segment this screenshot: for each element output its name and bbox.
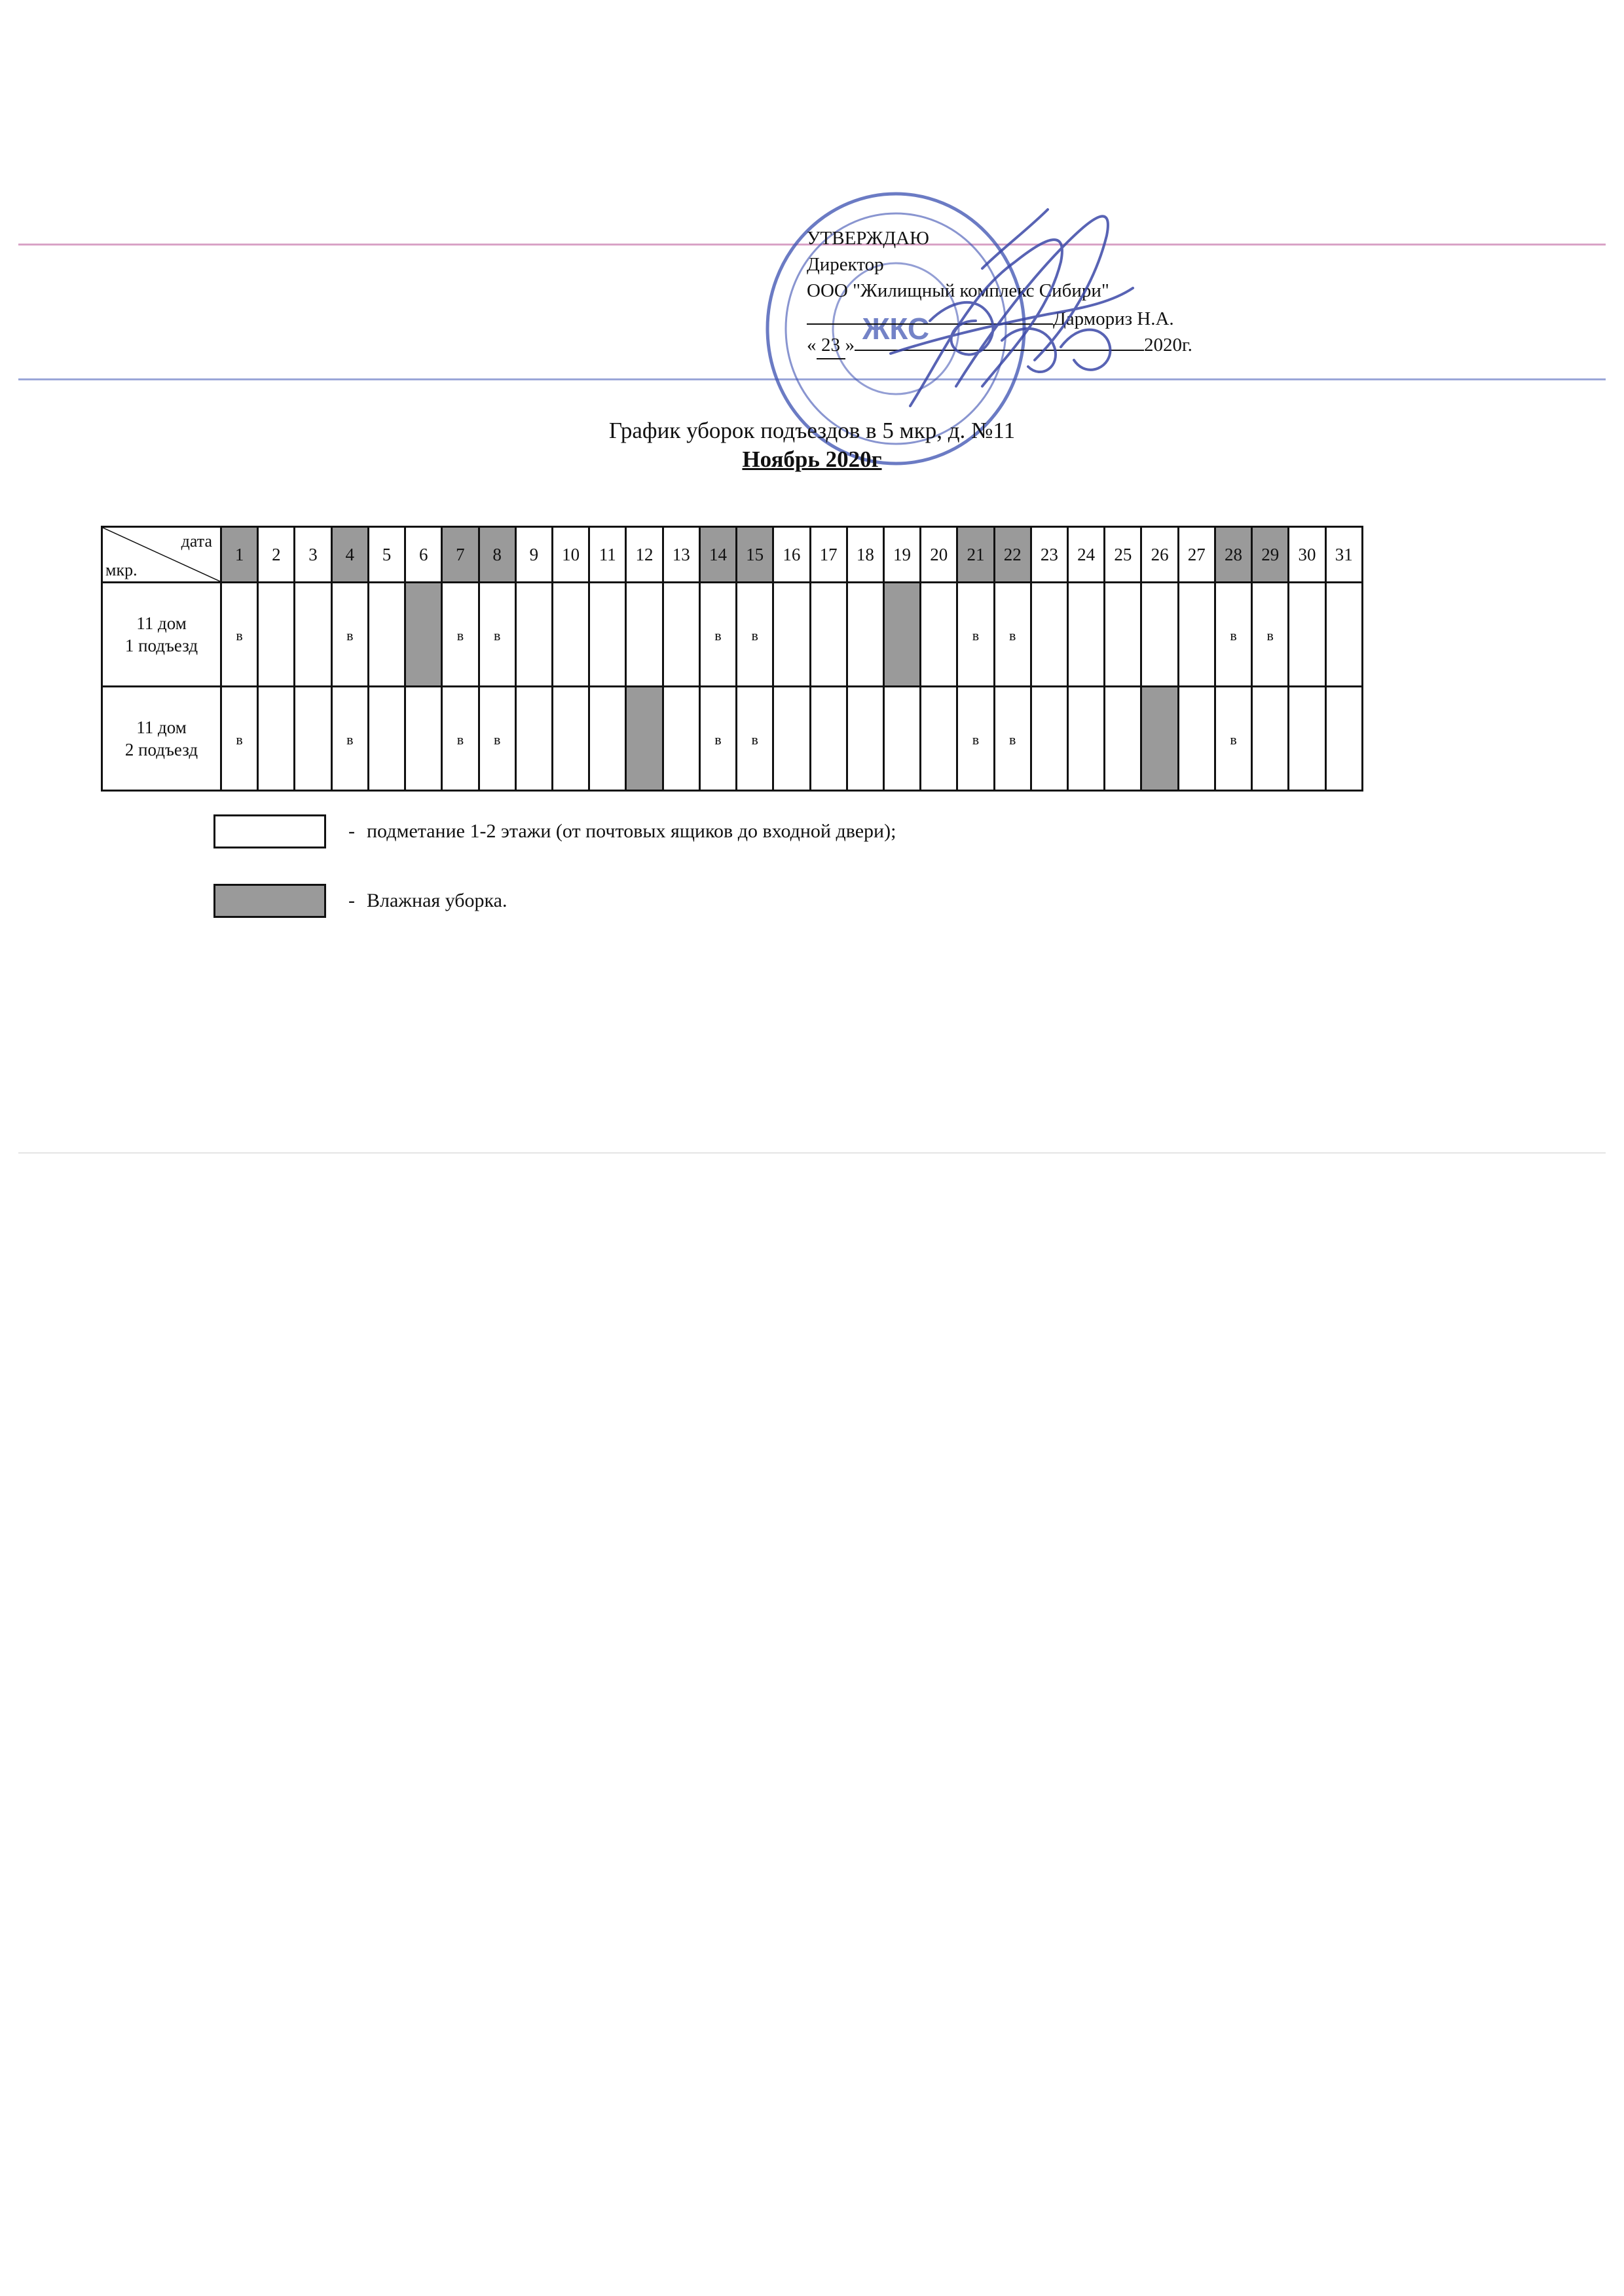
sweep-cell	[663, 687, 699, 791]
day-off-mark: в	[493, 731, 501, 748]
sweep-cell	[1141, 583, 1178, 687]
day-header-10: 10	[552, 527, 589, 583]
row-label-house: 11 дом	[136, 613, 187, 633]
legend-text-wet: Влажная уборка.	[367, 890, 507, 911]
day-header-1: 1	[221, 527, 258, 583]
day-off-mark: в	[972, 627, 980, 644]
handwritten-signature	[851, 190, 1153, 439]
day-header-3: 3	[295, 527, 331, 583]
sweep-cell	[258, 583, 295, 687]
day-off-cell	[1252, 583, 1289, 687]
sweep-cell	[1289, 687, 1325, 791]
approval-year: 2020г.	[1144, 335, 1192, 355]
sweep-cell	[921, 583, 957, 687]
scan-line-grey	[18, 1152, 1606, 1154]
approval-day: 23	[817, 332, 845, 359]
sweep-cell	[1068, 687, 1105, 791]
sweep-cell	[295, 687, 331, 791]
day-header-30: 30	[1289, 527, 1325, 583]
day-off-mark: в	[493, 627, 501, 644]
date-quote-open: «	[807, 335, 817, 355]
sweep-cell	[1289, 583, 1325, 687]
sweep-cell	[847, 687, 883, 791]
day-header-24: 24	[1068, 527, 1105, 583]
sweep-cell	[1031, 583, 1067, 687]
day-off-cell	[442, 583, 479, 687]
day-header-5: 5	[368, 527, 405, 583]
day-header-28: 28	[1215, 527, 1251, 583]
day-off-mark: в	[1009, 731, 1016, 748]
day-off-mark: в	[1230, 627, 1237, 644]
legend-dash: -	[348, 890, 355, 911]
sweep-cell	[1031, 687, 1067, 791]
sweep-cell	[810, 687, 847, 791]
day-header-19: 19	[883, 527, 920, 583]
legend-swatch-grey	[213, 884, 326, 918]
day-off-mark: в	[751, 731, 758, 748]
day-off-mark: в	[1009, 627, 1016, 644]
day-header-2: 2	[258, 527, 295, 583]
day-header-21: 21	[957, 527, 994, 583]
day-off-cell	[221, 583, 258, 687]
sweep-cell	[552, 687, 589, 791]
day-off-cell	[994, 687, 1031, 791]
day-header-25: 25	[1105, 527, 1141, 583]
legend-item-sweep	[213, 814, 896, 848]
legend-swatch-white	[213, 814, 326, 848]
row-label-entrance: 1 подъезд	[124, 636, 198, 655]
approval-heading: УТВЕРЖДАЮ	[807, 228, 929, 249]
day-header-11: 11	[589, 527, 626, 583]
row-label-entrance: 2 подъезд	[124, 740, 198, 759]
sweep-cell	[1252, 687, 1289, 791]
approval-position: Директор	[807, 254, 884, 275]
day-off-cell	[331, 687, 368, 791]
day-header-22: 22	[994, 527, 1031, 583]
sweep-cell	[1325, 687, 1362, 791]
wet-cleaning-cell	[1141, 687, 1178, 791]
corner-date-label: дата	[181, 532, 212, 551]
day-header-6: 6	[405, 527, 442, 583]
corner-district-label: мкр.	[105, 560, 138, 579]
document-title	[0, 416, 1624, 474]
sweep-cell	[515, 687, 552, 791]
day-off-cell	[994, 583, 1031, 687]
day-off-mark: в	[972, 731, 980, 748]
sweep-cell	[921, 687, 957, 791]
day-off-mark: в	[751, 627, 758, 644]
wet-cleaning-cell	[405, 583, 442, 687]
sweep-cell	[368, 583, 405, 687]
day-off-cell	[699, 583, 736, 687]
day-off-cell	[221, 687, 258, 791]
sweep-cell	[773, 687, 810, 791]
day-header-4: 4	[331, 527, 368, 583]
cleaning-schedule-table	[101, 526, 1363, 792]
approval-company: ООО "Жилищный комплекс Сибири"	[807, 280, 1109, 301]
wet-cleaning-cell	[626, 687, 663, 791]
day-off-mark: в	[346, 627, 354, 644]
sweep-cell	[368, 687, 405, 791]
sweep-cell	[258, 687, 295, 791]
day-off-cell	[957, 687, 994, 791]
day-header-14: 14	[699, 527, 736, 583]
sweep-cell	[1178, 583, 1215, 687]
day-header-15: 15	[737, 527, 773, 583]
sweep-cell	[1178, 687, 1215, 791]
sweep-cell	[810, 583, 847, 687]
day-header-16: 16	[773, 527, 810, 583]
sweep-cell	[552, 583, 589, 687]
date-quote-close: »	[845, 335, 855, 355]
day-header-29: 29	[1252, 527, 1289, 583]
day-off-cell	[331, 583, 368, 687]
sweep-cell	[1325, 583, 1362, 687]
table-row	[102, 583, 1363, 687]
day-off-cell	[1215, 687, 1251, 791]
day-off-cell	[957, 583, 994, 687]
legend-item-wet	[213, 884, 507, 918]
header-row	[102, 527, 1363, 583]
stamp-center-text: ЖКС	[862, 312, 930, 346]
sweep-cell	[1105, 583, 1141, 687]
day-off-cell	[442, 687, 479, 791]
day-off-mark: в	[1266, 627, 1274, 644]
day-header-18: 18	[847, 527, 883, 583]
day-off-mark: в	[714, 627, 722, 644]
day-header-8: 8	[479, 527, 515, 583]
sweep-cell	[589, 583, 626, 687]
day-header-17: 17	[810, 527, 847, 583]
sweep-cell	[1068, 583, 1105, 687]
day-off-mark: в	[714, 731, 722, 748]
day-header-27: 27	[1178, 527, 1215, 583]
sweep-cell	[405, 687, 442, 791]
day-header-26: 26	[1141, 527, 1178, 583]
wet-cleaning-cell	[883, 583, 920, 687]
sweep-cell	[515, 583, 552, 687]
sweep-cell	[589, 687, 626, 791]
row-label	[102, 687, 221, 791]
sweep-cell	[883, 687, 920, 791]
day-off-cell	[737, 687, 773, 791]
table-row	[102, 687, 1363, 791]
title-month: Ноябрь 2020г	[742, 446, 882, 472]
day-off-mark: в	[346, 731, 354, 748]
approval-name: Дармориз Н.А.	[1053, 308, 1174, 329]
corner-header-cell	[102, 527, 221, 583]
sweep-cell	[295, 583, 331, 687]
day-off-cell	[1215, 583, 1251, 687]
day-off-mark: в	[456, 627, 464, 644]
day-off-mark: в	[1230, 731, 1237, 748]
day-header-20: 20	[921, 527, 957, 583]
day-off-cell	[479, 687, 515, 791]
day-header-9: 9	[515, 527, 552, 583]
day-off-cell	[479, 583, 515, 687]
day-off-cell	[699, 687, 736, 791]
day-off-mark: в	[236, 627, 243, 644]
day-off-cell	[737, 583, 773, 687]
row-label	[102, 583, 221, 687]
sweep-cell	[847, 583, 883, 687]
title-line-1: График уборок подъездов в 5 мкр, д. №11	[608, 418, 1016, 443]
sweep-cell	[773, 583, 810, 687]
sweep-cell	[663, 583, 699, 687]
legend-text-sweep: подметание 1-2 этажи (от почтовых ящиков до входной двери);	[367, 820, 896, 842]
legend-dash: -	[348, 820, 355, 842]
day-header-12: 12	[626, 527, 663, 583]
day-header-23: 23	[1031, 527, 1067, 583]
day-header-13: 13	[663, 527, 699, 583]
day-header-7: 7	[442, 527, 479, 583]
sweep-cell	[626, 583, 663, 687]
day-off-mark: в	[236, 731, 243, 748]
day-header-31: 31	[1325, 527, 1362, 583]
day-off-mark: в	[456, 731, 464, 748]
row-label-house: 11 дом	[136, 718, 187, 737]
sweep-cell	[1105, 687, 1141, 791]
